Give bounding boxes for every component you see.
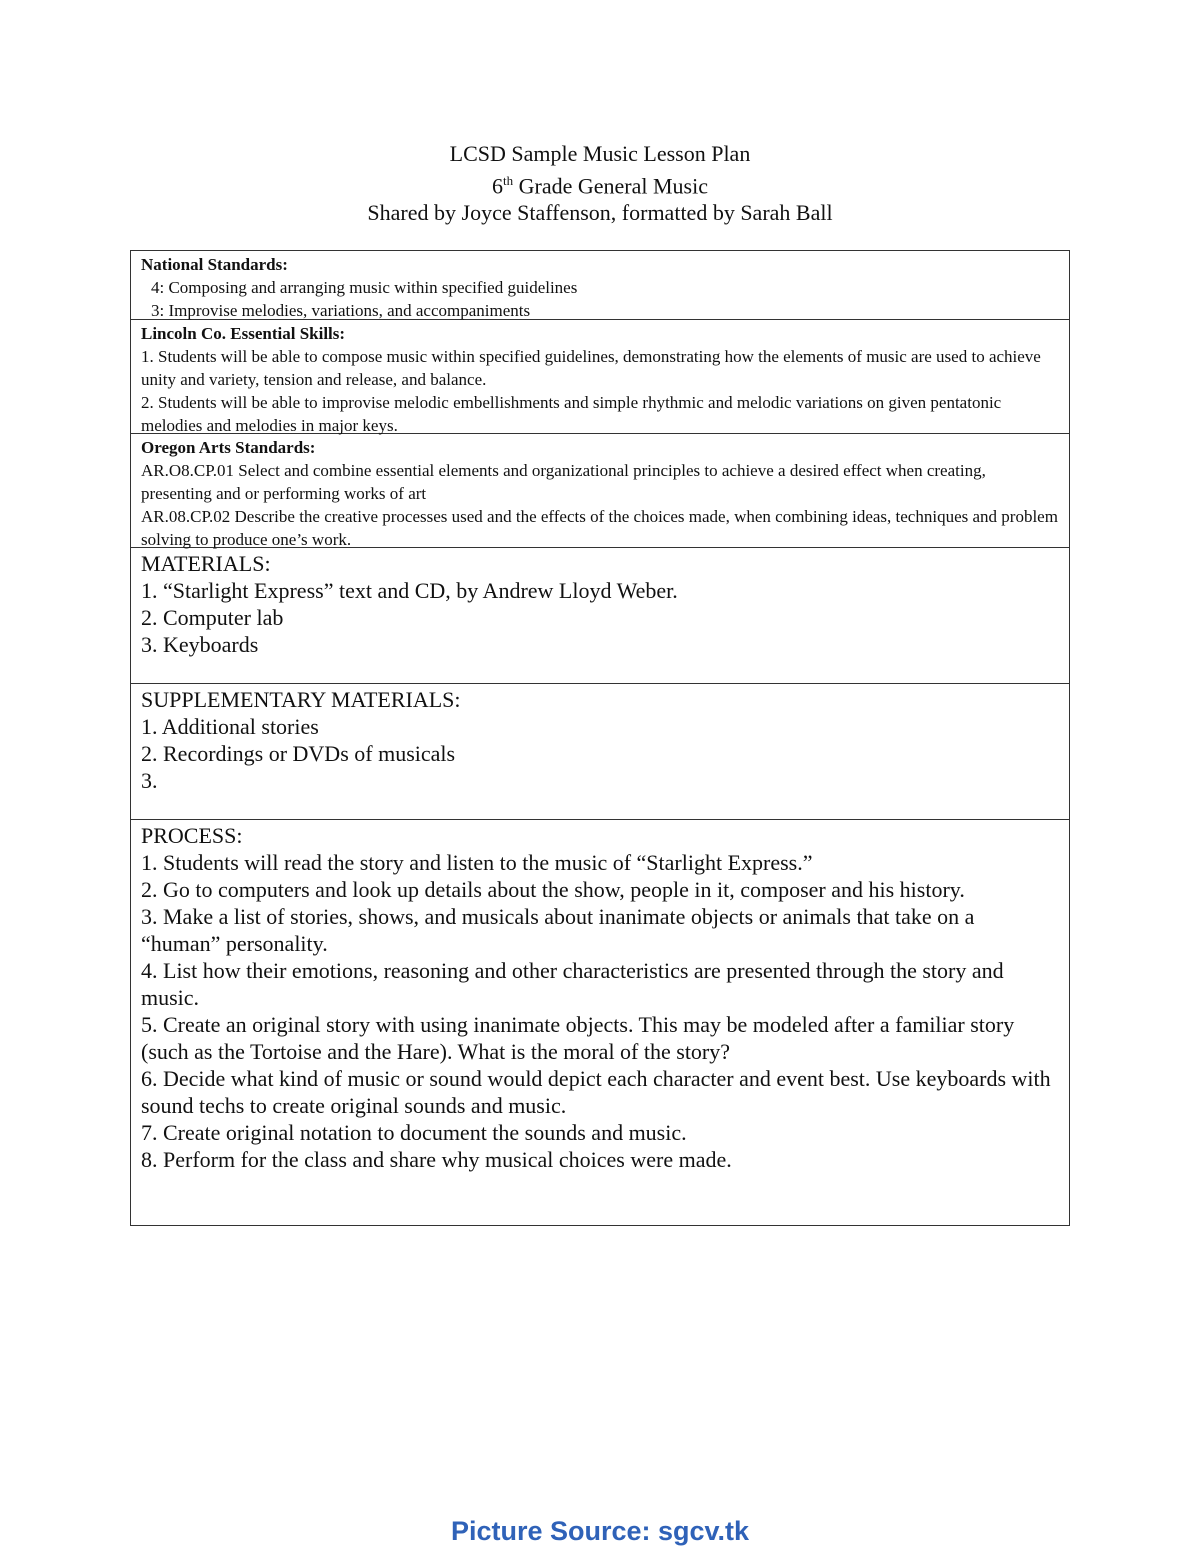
process-step: 7. Create original notation to document the sounds and music. — [141, 1120, 687, 1145]
grade-rest: Grade General Music — [513, 173, 708, 199]
lincoln-skills-section — [131, 320, 1069, 434]
document-header — [0, 140, 1200, 226]
supplementary-item: 3. — [141, 768, 158, 793]
materials-heading: MATERIALS: — [141, 551, 271, 576]
process-step: 4. List how their emotions, reasoning and other characteristics are presented through the story and music. — [141, 958, 1004, 1010]
grade-suffix: th — [503, 173, 514, 188]
process-step: 5. Create an original story with using inanimate objects. This may be modeled after a familiar story (such as the Tortoise and the Hare). What is the moral of the story? — [141, 1012, 1015, 1064]
national-standards-heading: National Standards: — [141, 255, 288, 274]
national-standard-item: 4: Composing and arranging music within specified guidelines — [151, 278, 578, 297]
process-step: 1. Students will read the story and listen to the music of “Starlight Express.” — [141, 850, 813, 875]
oregon-standard-item: AR.O8.CP.01 Select and combine essential elements and organizational principles to achieve a desired effect when creating, presenting and or performing works of art — [141, 461, 986, 503]
picture-source-footer: Picture Source: sgcv.tk — [450, 1516, 750, 1546]
process-section — [131, 820, 1069, 1225]
lincoln-skills-heading: Lincoln Co. Essential Skills: — [141, 324, 346, 343]
process-heading: PROCESS: — [141, 823, 243, 848]
lesson-plan-table — [130, 250, 1070, 1226]
supplementary-heading: SUPPLEMENTARY MATERIALS: — [141, 687, 461, 712]
materials-item: 3. Keyboards — [141, 632, 259, 657]
lincoln-skill-item: 1. Students will be able to compose music within specified guidelines, demonstrating how the elements of music are used to achieve unity and variety, tension and release, and balance. — [141, 347, 1041, 389]
national-standard-item: 3: Improvise melodies, variations, and accompaniments — [151, 301, 531, 320]
materials-item: 2. Computer lab — [141, 605, 284, 630]
national-standards-section — [131, 251, 1069, 320]
materials-item: 1. “Starlight Express” text and CD, by Andrew Lloyd Weber. — [141, 578, 678, 603]
lincoln-skill-item: 2. Students will be able to improvise melodic embellishments and simple rhythmic and melodic variations on given pentatonic melodies and melodies in major keys. — [141, 393, 1002, 435]
process-step: 6. Decide what kind of music or sound would depict each character and event best. Use keyboards with sound techs to create original sounds and music. — [141, 1066, 1051, 1118]
grade-number: 6 — [492, 173, 503, 199]
materials-section — [131, 548, 1069, 684]
supplementary-item: 2. Recordings or DVDs of musicals — [141, 741, 456, 766]
process-step: 8. Perform for the class and share why musical choices were made. — [141, 1147, 732, 1172]
supplementary-item: 1. Additional stories — [141, 714, 319, 739]
grade-line — [0, 167, 1200, 199]
supplementary-materials-section — [131, 684, 1069, 820]
process-step: 3. Make a list of stories, shows, and musicals about inanimate objects or animals that take on a “human” personality. — [141, 904, 975, 956]
oregon-standards-section — [131, 434, 1069, 548]
oregon-standards-heading: Oregon Arts Standards: — [141, 438, 316, 457]
process-step: 2. Go to computers and look up details about the show, people in it, composer and his history. — [141, 877, 965, 902]
document-title: LCSD Sample Music Lesson Plan — [449, 141, 751, 166]
oregon-standard-item: AR.08.CP.02 Describe the creative processes used and the effects of the choices made, when combining ideas, techniques and problem solving to produce one’s work. — [141, 507, 1058, 549]
shared-by-line: Shared by Joyce Staffenson, formatted by Sarah Ball — [367, 200, 833, 226]
